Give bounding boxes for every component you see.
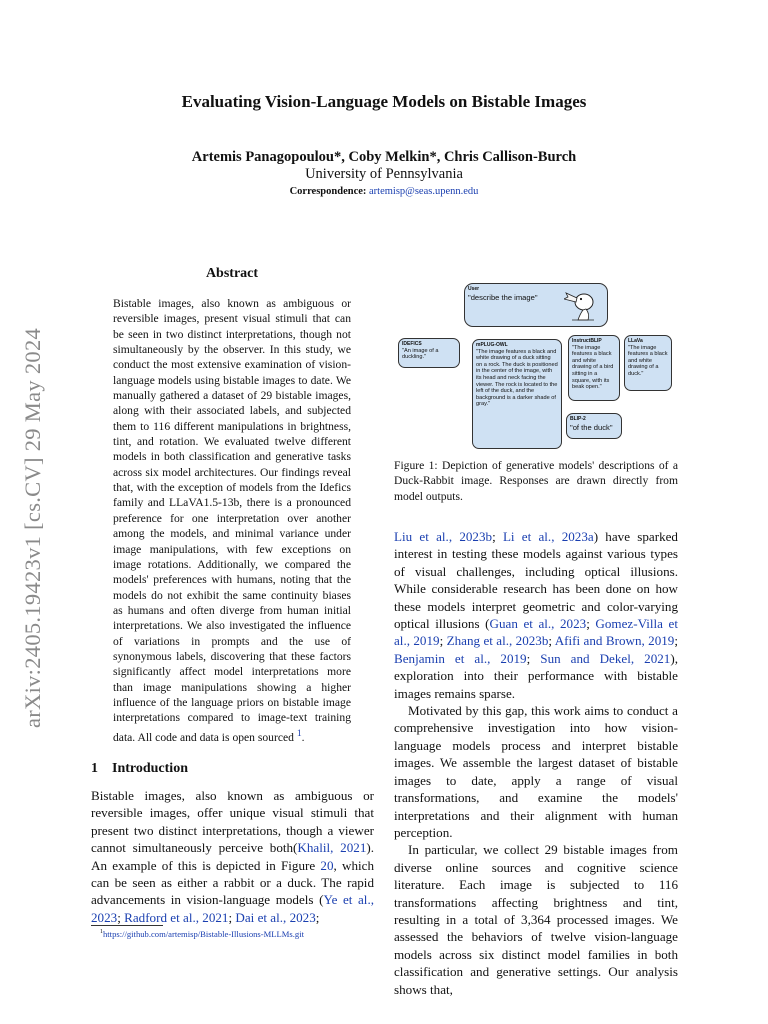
mplug-owl-bubble: [472, 339, 562, 449]
correspondence-email-link[interactable]: artemisp@seas.upenn.edu: [369, 186, 479, 197]
body-text: ;: [439, 633, 447, 649]
arxiv-stamp: [18, 308, 48, 748]
mplug-owl-label: mPLUG-OWL: [476, 342, 508, 348]
user-label: User: [468, 286, 480, 292]
figure-duck-rabbit: [396, 283, 686, 451]
instructblip-bubble: [568, 335, 620, 401]
body-text: ;: [548, 633, 555, 649]
author-list: Artemis Panagopoulou*, Coby Melkin*, Chris Callison-Burch: [191, 149, 577, 165]
paragraph: [394, 528, 678, 702]
intro-text: ;: [228, 909, 236, 925]
intro-text: , which can be seen as either a rabbit or a duck. The rapid advancements in vision-language models (: [91, 857, 374, 908]
idefics-text: "An image of a duckling.": [402, 347, 439, 361]
body-text: ;: [674, 633, 678, 649]
citation-zhang[interactable]: Zhang et al., 2023b: [446, 633, 549, 649]
citation-benjamin[interactable]: Benjamin et al., 2019: [394, 650, 527, 666]
intro-text: ;: [117, 909, 125, 925]
figure-ref-link[interactable]: 20: [320, 857, 334, 873]
citation-radford[interactable]: Radford et al., 2021: [124, 909, 229, 925]
citation-sun[interactable]: Sun and Dekel, 2021: [540, 650, 671, 666]
correspondence: [0, 186, 768, 197]
intro-text: ;: [315, 909, 320, 925]
body-text: ), exploration into their performance with bistable images remains sparse.: [394, 650, 678, 701]
body-text: ;: [526, 650, 541, 666]
footnote-url-link[interactable]: https://github.com/artemisp/Bistable-Illusions-MLLMs.git: [103, 929, 304, 939]
instructblip-text: "The image features a black and white drawing of a bird sitting in a square, with its beak open.": [572, 344, 614, 391]
user-prompt: "describe the image": [468, 292, 538, 302]
citation-guan[interactable]: Guan et al., 2023: [489, 616, 587, 632]
duck-rabbit-illustration: [564, 286, 598, 322]
citation-khalil[interactable]: Khalil, 2021: [297, 840, 367, 856]
body-text: ;: [586, 616, 596, 632]
paper-title: Evaluating Vision-Language Models on Bistable Images: [181, 92, 587, 111]
intro-text: ). An example of this is depicted in Figure: [91, 840, 375, 873]
footnote-rule: [91, 925, 163, 926]
intro-paragraph: [91, 787, 374, 926]
section-heading-introduction: [91, 761, 188, 777]
body-text: ;: [492, 529, 503, 544]
blip2-label: BLIP-2: [570, 416, 586, 422]
abstract-body: [113, 296, 351, 745]
citation-li[interactable]: Li et al., 2023a: [502, 529, 594, 544]
footnote: [100, 929, 304, 939]
body-text: ) have sparked interest in testing these models against various types of visual challenges, including optical illusions. While considerable research has been done on how these models interpret geometric and color-varying optical illusions (: [394, 529, 678, 632]
footnote-marker[interactable]: 1: [296, 727, 302, 739]
citation-ye[interactable]: Ye et al., 2023: [91, 892, 374, 925]
paragraph: Motivated by this gap, this work aims to conduct a comprehensive investigation into how vision-language models process and interpret bistable images. We assemble the largest dataset of bistable images to date, apply a range of visual transformations, and examine the models' interpretations and their alignment with human perception.: [394, 703, 678, 840]
citation-dai[interactable]: Dai et al., 2023: [235, 909, 316, 925]
instructblip-label: InstructBLIP: [572, 338, 602, 344]
abstract-heading: Abstract: [205, 266, 259, 281]
right-column-body: [394, 528, 678, 998]
citation-liu[interactable]: Liu et al., 2023b: [394, 529, 493, 544]
llava-text: "The image features a black and white drawing of a duck.": [628, 344, 668, 377]
blip2-bubble: [566, 413, 622, 439]
citation-afifi[interactable]: Afifi and Brown, 2019: [554, 633, 675, 649]
idefics-label: IDEFICS: [402, 341, 422, 347]
section-title: Introduction: [112, 761, 188, 776]
footnote-number: 1: [100, 929, 103, 936]
correspondence-label: Correspondence:: [289, 186, 367, 197]
section-number: 1: [91, 761, 98, 776]
paragraph: In particular, we collect 29 bistable images from diverse online sources and cognitive science literature. Each image is subjected to 116 transformations affecting brightness and tint, resulting in a total of 3,364 processed images. We assessed the behaviors of twelve vision-language models across six distinct model families in both classification and generative settings. Our analysis shows that,: [394, 842, 678, 997]
figure-caption: Figure 1: Depiction of generative models' descriptions of a Duck-Rabbit image. Responses are drawn directly from model outputs.: [394, 459, 678, 503]
mplug-owl-text: "The image features a black and white drawing of a duck sitting on a rock. The duck is positioned in the center of the image, with its head and neck facing the viewer. The rock is located to the left of the duck, and the background is a darker shade of gray.": [476, 348, 558, 408]
abstract-end: .: [301, 730, 305, 744]
arxiv-stamp-text: arXiv:2405.19423v1 [cs.CV] 29 May 2024: [20, 327, 45, 729]
llava-label: LLaVa: [628, 338, 643, 344]
citation-gomez-villa[interactable]: Gomez-Villa et al., 2019: [394, 616, 678, 649]
affiliation: University of Pennsylvania: [305, 166, 463, 182]
idefics-bubble: [398, 338, 460, 368]
blip2-text: "of the duck": [570, 422, 613, 432]
llava-bubble: [624, 335, 672, 391]
abstract-text: Bistable images, also known as ambiguous or reversible images, present visual stimuli that can be seen in two distinct interpretations, though not simultaneously by the observer. In this study, we conduct the most extensive examination of vision-language models using bistable images to date. We manually gathered a dataset of 29 bistable images, along with their associated labels, and subjected them to 116 different manipulations in brightness, tint, and rotation. We evaluated twelve different models in both classification and generative tasks across six model architectures. Our findings reveal that, with the exception of models from the Idefics family and LLaVA1.5-13b, there is a pronounced preference for one interpretation over another among the models, and minimal variance under image manipulations, with few exceptions on image rotations. Additionally, we compared the models' preferences with humans, noting that the models do not exhibit the same continuity biases as humans and often diverge from human initial interpretations. We also investigated the influence of variations in prompts and the use of synonymous labels, discovering that these factors significantly affect model interpretations more than image manipulations showing a higher influence of the language priors on bistable image interpretations compared to image-text training data. All code and data is open sourced: [113, 297, 351, 744]
intro-text: Bistable images, also known as ambiguous or reversible images, offer unique visual stimuli that present two distinct interpretations, though a viewer cannot simultaneously perceive both(: [91, 788, 374, 856]
